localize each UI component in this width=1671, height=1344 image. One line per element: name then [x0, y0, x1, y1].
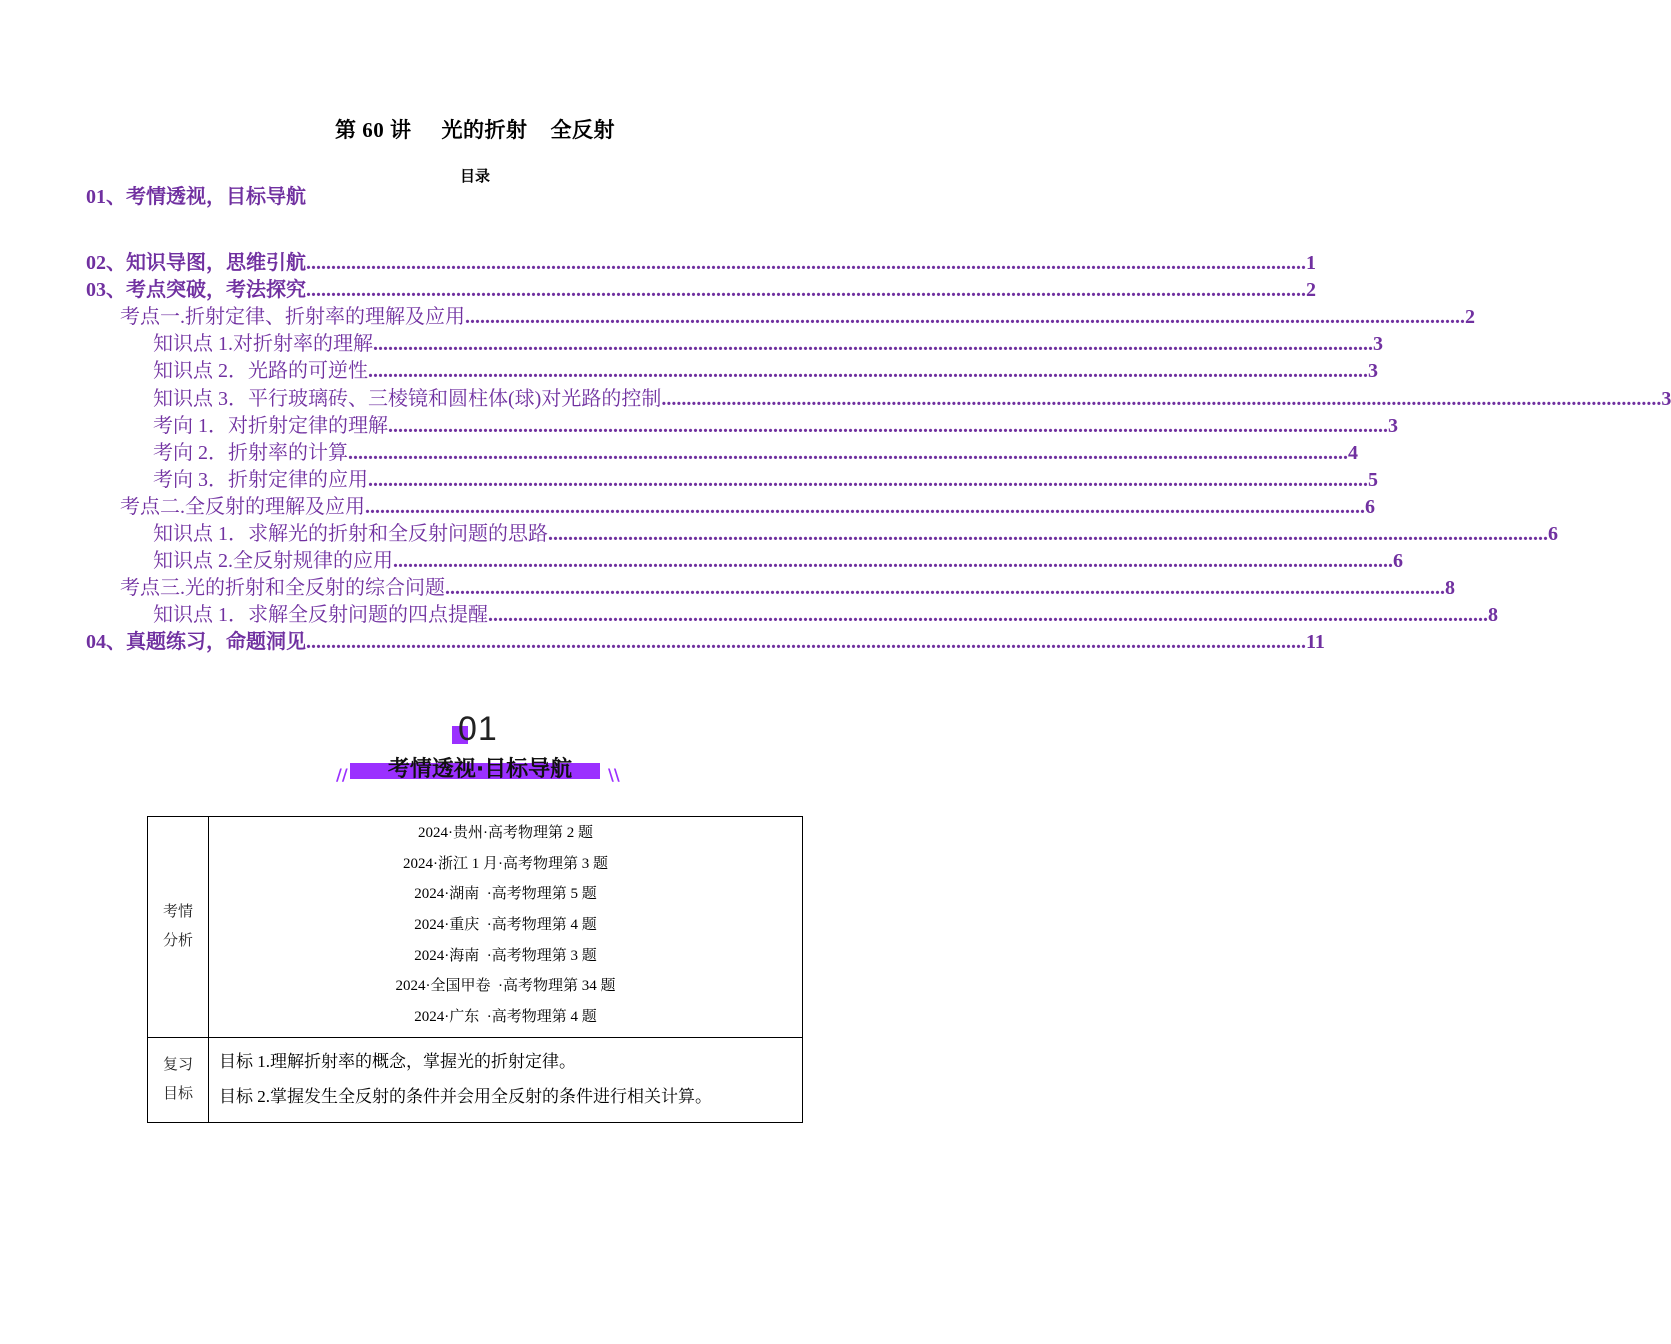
toc-entry-label: 知识点 1．求解全反射问题的四点提醒: [153, 604, 488, 627]
banner-slash-left: //: [336, 765, 348, 784]
toc-leader-dots: ........................................................................................................................................................................................................: [488, 604, 1488, 627]
toc-entry-page: 3: [1373, 333, 1383, 356]
lecture-topic: 光的折射 全反射: [441, 118, 615, 142]
banner-slash-right: \\: [608, 765, 620, 784]
toc-entry[interactable]: [86, 277, 1316, 304]
toc-entry-page: 1: [1306, 252, 1316, 274]
toc-leader-dots: ........................................................................................................................................................................................................: [388, 414, 1388, 437]
toc-leader-dots: ........................................................................................................................................................................................................: [348, 441, 1348, 464]
toc-entry[interactable]: [153, 386, 1671, 413]
toc-entry-page: 8: [1488, 604, 1498, 627]
goal-item: 目标 1.理解折射率的概念，掌握光的折射定律。: [219, 1051, 576, 1071]
toc-entry[interactable]: [153, 440, 1358, 467]
toc-entry[interactable]: [120, 494, 1375, 521]
toc-entry[interactable]: [153, 602, 1498, 629]
exam-item: 2024·广东 ·高考物理第 4 题: [414, 1009, 597, 1026]
toc-entry-label: 考向 3．折射定律的应用: [153, 468, 368, 491]
toc-leader-dots: ........................................................................................................................................................................................................: [306, 252, 1306, 274]
page-title: [0, 114, 950, 144]
toc-entry-label: 知识点 3．平行玻璃砖、三棱镜和圆柱体(球)对光路的控制: [153, 387, 662, 410]
toc-entry[interactable]: [86, 250, 1316, 277]
toc-leader-dots: ........................................................................................................................................................................................................: [393, 550, 1393, 573]
toc-leader-dots: ........................................................................................................................................................................................................: [365, 495, 1365, 518]
exam-list: [209, 817, 803, 1038]
header-line: 分析: [162, 932, 193, 949]
banner-number: 01: [458, 710, 498, 748]
toc-entry[interactable]: [120, 575, 1455, 602]
toc-entry[interactable]: [153, 467, 1378, 494]
lecture-number: 第 60 讲: [335, 118, 412, 142]
toc-leader-dots: ........................................................................................................................................................................................................: [368, 360, 1368, 383]
toc-leader-dots: ........................................................................................................................................................................................................: [373, 333, 1373, 356]
exam-item: 2024·海南 ·高考物理第 3 题: [414, 947, 597, 964]
toc-entry[interactable]: [153, 358, 1378, 385]
exam-item: 2024·重庆 ·高考物理第 4 题: [414, 917, 597, 934]
toc-leader-dots: ........................................................................................................................................................................................................: [306, 279, 1306, 302]
toc-entry-page: 3: [1661, 387, 1671, 410]
toc-entry[interactable]: [153, 413, 1398, 440]
toc-leader-dots: ........................................................................................................................................................................................................: [465, 306, 1465, 329]
goal-item: 目标 2.掌握发生全反射的条件并会用全反射的条件进行相关计算。: [219, 1086, 712, 1106]
review-goals-header: [148, 1037, 209, 1122]
toc-entry-label: 知识点 1.对折射率的理解: [153, 333, 373, 356]
exam-item: 2024·贵州·高考物理第 2 题: [418, 825, 593, 841]
toc-entry-page: 4: [1348, 441, 1358, 464]
header-line: 复习: [162, 1056, 193, 1073]
toc-entry-page: 5: [1368, 468, 1378, 491]
toc-entry-page: 6: [1393, 550, 1403, 573]
toc-entry-label: 考点三.光的折射和全反射的综合问题: [120, 577, 445, 600]
toc-entry[interactable]: [153, 548, 1403, 575]
toc-entry-label: 考向 2．折射率的计算: [153, 441, 348, 464]
toc-entry-page: 2: [1306, 279, 1316, 302]
exam-item: 2024·全国甲卷 ·高考物理第 34 题: [395, 978, 616, 995]
toc-entry-page: 8: [1445, 577, 1455, 600]
toc-entry[interactable]: [120, 304, 1475, 331]
toc-entry-label: 知识点 2．光路的可逆性: [153, 360, 368, 383]
toc-entry-label: 考点一.折射定律、折射率的理解及应用: [120, 306, 465, 329]
toc-entry[interactable]: [153, 331, 1383, 358]
exam-item: 2024·浙江 1 月·高考物理第 3 题: [403, 855, 608, 872]
toc-entry-page: 3: [1368, 360, 1378, 383]
toc-entry-label: 03、考点突破，考法探究: [86, 279, 306, 302]
exam-analysis-header: [148, 817, 209, 1038]
table-row: [148, 1037, 803, 1122]
toc-leader-dots: ........................................................................................................................................................................................................: [661, 387, 1662, 410]
toc-entry-page: 2: [1465, 306, 1475, 329]
toc-entry-label: 02、知识导图，思维引航: [86, 252, 306, 274]
toc-entry-page: 11: [1306, 631, 1325, 654]
exam-item: 2024·湖南 ·高考物理第 5 题: [414, 886, 597, 903]
toc-leader-dots: ........................................................................................................................................................................................................: [306, 631, 1306, 654]
toc-entry-page: 3: [1388, 414, 1398, 437]
toc-heading: 目录: [459, 169, 490, 185]
toc-entry-first[interactable]: 01、考情透视，目标导航: [86, 186, 306, 208]
toc-leader-dots: ........................................................................................................................................................................................................: [445, 577, 1445, 600]
toc-entry-page: 6: [1548, 523, 1558, 545]
toc-entry-label: 04、真题练习，命题洞见: [86, 631, 306, 654]
toc-entry-label: 考向 1．对折射定律的理解: [153, 414, 388, 437]
header-line: 目标: [162, 1085, 193, 1102]
toc-entry-label: 知识点 1．求解光的折射和全反射问题的思路: [153, 523, 548, 545]
toc-entry[interactable]: [86, 629, 1325, 656]
toc-leader-dots: ........................................................................................................................................................................................................: [368, 468, 1368, 491]
toc-entry-page: 6: [1365, 495, 1375, 518]
toc-entry-label: 知识点 2.全反射规律的应用: [153, 550, 393, 573]
header-line: 考情: [162, 903, 193, 920]
toc-entry-label: 考点二.全反射的理解及应用: [120, 495, 365, 518]
banner-text: 考情透视·目标导航: [387, 757, 573, 782]
section-banner: [330, 708, 630, 788]
info-table: [147, 816, 803, 1123]
toc-leader-dots: ........................................................................................................................................................................................................: [548, 523, 1548, 545]
table-row: [148, 817, 803, 1038]
goal-list: [209, 1037, 803, 1122]
toc-entry[interactable]: [153, 521, 1558, 548]
